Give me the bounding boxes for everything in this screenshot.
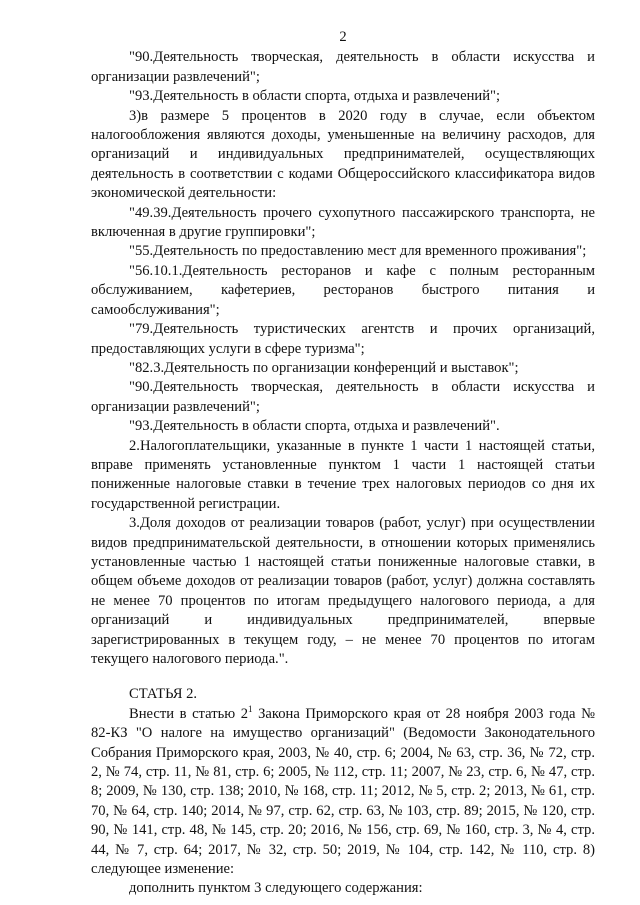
article-superscript: 1 — [248, 703, 253, 714]
article-intro — [91, 705, 595, 880]
paragraph-part-3: 3.Доля доходов от реализации товаров (работ, услуг) при осуществлении видов предпринимательской деятельности, в отношении которых применялись установленные частью 1 настоящей статьи пониженные налоговые ставки, в общем объеме доходов от реализации товаров (работ, услуг) должна составлять не менее 70 процентов по итогам предыдущего налогового периода, а для организаций и индивидуальных предпринимателей, впервые зарегистрированных в текущем году, – не менее 70 процентов по итогам текущего налогового периода.". — [91, 515, 595, 667]
paragraph-okved-90: "90.Деятельность творческая, деятельность в области искусства и организации развлечений"; — [91, 49, 595, 85]
section-gap — [91, 669, 595, 685]
paragraph-okved-79: "79.Деятельность туристических агентств и прочих организаций, предоставляющих услуги в сфере туризма"; — [91, 321, 595, 357]
document-page — [91, 28, 595, 899]
paragraph-okved-55: "55.Деятельность по предоставлению мест для временного проживания"; — [129, 243, 587, 260]
paragraph-item-3: 3)в размере 5 процентов в 2020 году в случае, если объектом налогообложения являются доходы, уменьшенные на величину расходов, для организаций и индивидуальных предпринимателей, осуществляющих деятельность в соответствии с кодами Общероссийского классификатора видов экономической деятельности: — [91, 107, 595, 202]
paragraph-okved-56-10-1: "56.10.1.Деятельность ресторанов и кафе с полным ресторанным обслуживанием, кафетериев, ресторанов быстрого питания и самообслуживания"; — [91, 262, 595, 318]
paragraph-okved-93-second: "93.Деятельность в области спорта, отдыха и развлечений". — [129, 418, 500, 435]
article-intro-rest: Закона Приморского края от 28 ноября 2003 года № 82-КЗ "О налоге на имущество организаций" (Ведомости Законодательного Собрания Приморского края, 2003, № 40, стр. 6; 2004, № 63, стр. 36, № 72, стр. 2, № 74, стр. 11, № 81, стр. 6; 2005, № 112, стр. 11; 2007, № 23, стр. 6, № 47, стр. 8; 2009, № 130, стр. 138; 2010, № 168, стр. 11; 2012, № 5, стр. 2; 2013, № 61, стр. 70, № 64, стр. 140; 2014, № 97, стр. 62, стр. 63, № 103, стр. 89; 2015, № 120, стр. 90, № 141, стр. 48, № 145, стр. 20; 2016, № 156, стр. 69, № 160, стр. 3, № 4, стр. 44, № 7, стр. 64; 2017, № 32, стр. 50; 2019, № 104, стр. 142, № 110, стр. 8) следующее изменение: — [91, 705, 595, 878]
paragraph-okved-93: "93.Деятельность в области спорта, отдыха и развлечений"; — [129, 88, 501, 105]
final-instruction: дополнить пунктом 3 следующего содержания: — [129, 880, 423, 897]
paragraph-okved-82-3: "82.3.Деятельность по организации конференций и выставок"; — [129, 359, 519, 376]
paragraph-okved-90-second: "90.Деятельность творческая, деятельность в области искусства и организации развлечений"; — [91, 379, 595, 415]
article-heading: СТАТЬЯ 2. — [129, 686, 198, 703]
paragraph-okved-49-39: "49.39.Деятельность прочего сухопутного пассажирского транспорта, не включенная в другие группировки"; — [91, 204, 595, 241]
page-number: 2 — [339, 29, 347, 45]
article-intro-start: Внести в статью 2 — [129, 705, 249, 722]
paragraph-part-2: 2.Налогоплательщики, указанные в пункте 1 части 1 настоящей статьи, вправе применять установленные пунктом 1 части 1 настоящей статьи пониженные налоговые ставки в течение трех налоговых периодов со дня их государственной регистрации. — [91, 437, 595, 512]
